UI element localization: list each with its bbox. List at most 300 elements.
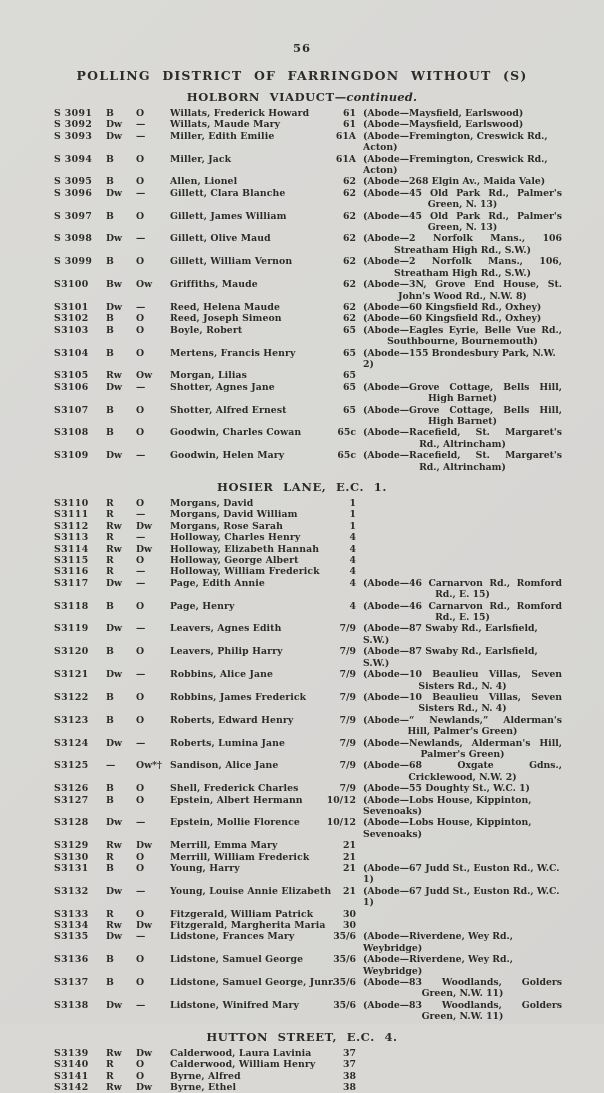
entry-name: Robbins, James Frederick: [170, 691, 307, 703]
entry-rows: [0, 108, 604, 473]
entry-name: Leavers, Philip Harry: [170, 646, 283, 658]
entry-occupation-code: O: [136, 908, 145, 920]
entry-occupation-code: Ow: [136, 370, 153, 382]
entry-abode: (Abode—10 Beaulieu Villas, Seven Sisters Rd., N. 4): [363, 691, 562, 715]
entry-abode: (Abode—45 Old Park Rd., Palmer's Green, N. 13): [363, 187, 562, 211]
entry-serial: S3103: [54, 324, 89, 336]
entry-franchise-code: B: [106, 783, 114, 795]
register-row: [54, 555, 604, 566]
register-row: [54, 954, 604, 977]
entry-name: Lidstone, Samuel George: [170, 954, 304, 966]
entry-franchise-code: B: [106, 313, 114, 325]
register-row: [54, 1071, 604, 1082]
register-row: [54, 313, 604, 324]
entry-abode: [356, 555, 562, 566]
entry-occupation-code: O: [136, 714, 145, 726]
entry-occupation-code: O: [136, 1059, 145, 1071]
entry-occupation-code: O: [136, 404, 145, 416]
entry-occupation-code: O: [136, 555, 145, 567]
entry-serial: S3125: [54, 760, 89, 772]
register-row: [54, 405, 604, 428]
entry-serial: S 3091: [54, 108, 93, 119]
entry-house-number: 21: [343, 863, 356, 874]
entry-abode: (Abode—2 Norfolk Mans., 106, Streatham High Rd., S.W.): [363, 256, 562, 279]
entry-name: Holloway, Charles Henry: [170, 532, 301, 544]
entry-serial: S3114: [54, 543, 89, 555]
street-section: [0, 1030, 604, 1093]
entry-name: Gillett, James William: [170, 210, 287, 222]
entry-house-number: 4: [349, 532, 356, 544]
entry-franchise-code: B: [106, 404, 114, 416]
street-heading: [0, 90, 604, 104]
entry-occupation-code: —: [136, 130, 146, 142]
entry-house-number: 4: [349, 577, 356, 589]
entry-abode: (Abode—155 Brondesbury Park, N.W. 2): [363, 347, 556, 370]
register-row: [54, 1000, 604, 1023]
entry-serial: S3136: [54, 954, 89, 966]
entry-name: Willats, Frederick Howard: [170, 108, 310, 119]
entry-serial: S 3093: [54, 130, 93, 142]
entry-occupation-code: —: [136, 669, 146, 681]
entry-abode: [356, 1059, 562, 1070]
entry-name: Reed, Helena Maude: [170, 301, 280, 313]
entry-abode: [356, 509, 562, 520]
entry-franchise-code: Rw: [106, 370, 122, 382]
entry-serial: S3101: [54, 301, 89, 313]
entry-occupation-code: Ow: [136, 279, 153, 291]
entry-occupation-code: —: [136, 817, 146, 829]
entry-franchise-code: Dw: [106, 623, 123, 635]
entry-abode: (Abode—87 Swaby Rd., Earlsfield, S.W.): [363, 623, 538, 646]
entry-occupation-code: O: [136, 108, 145, 119]
entry-abode: (Abode—Racefield, St. Margaret's Rd., Altrincham): [363, 450, 562, 473]
entry-name: Holloway, Elizabeth Hannah: [170, 543, 320, 555]
entry-house-number: 65: [343, 347, 356, 359]
entry-abode: (Abode—Fremington, Creswick Rd., Acton): [363, 130, 548, 154]
entry-abode: (Abode—Maysfield, Earlswood): [363, 119, 524, 131]
entry-franchise-code: Dw: [106, 381, 123, 393]
entry-franchise-code: B: [106, 347, 114, 359]
entry-abode: [356, 544, 562, 555]
entry-franchise-code: B: [106, 153, 114, 165]
entry-house-number: 61A: [335, 153, 356, 165]
entry-rows: [0, 498, 604, 1023]
street-heading-continued: —continued.: [334, 90, 418, 104]
entry-abode: (Abode—Riverdene, Wey Rd., Weybridge): [363, 954, 513, 977]
entry-occupation-code: O: [136, 851, 145, 863]
entry-abode: (Abode—Racefield, St. Margaret's Rd., Altrincham): [363, 427, 562, 450]
entry-occupation-code: Dw: [136, 1081, 153, 1093]
register-row: [54, 863, 604, 886]
entry-name: Fitzgerald, William Patrick: [170, 908, 314, 920]
entry-occupation-code: O: [136, 863, 145, 874]
entry-abode: (Abode—60 Kingsfield Rd., Oxhey): [363, 301, 542, 313]
entry-occupation-code: —: [136, 931, 146, 943]
entry-serial: S3137: [54, 977, 89, 989]
entry-house-number: 35/6: [333, 999, 356, 1011]
entry-serial: S3106: [54, 381, 89, 393]
entry-house-number: 62: [343, 313, 356, 325]
entry-name: Gillett, Olive Maud: [170, 233, 271, 245]
entry-franchise-code: Dw: [106, 817, 123, 829]
entry-occupation-code: —: [136, 450, 146, 462]
entry-rows: [0, 1048, 604, 1093]
entry-abode: [356, 1048, 562, 1059]
entry-serial: S 3098: [54, 233, 93, 245]
entry-occupation-code: O: [136, 256, 145, 268]
entry-abode: (Abode—Grove Cottage, Bells Hill, High Barnet): [363, 404, 562, 427]
entry-franchise-code: Dw: [106, 301, 123, 313]
entry-franchise-code: R: [106, 509, 114, 521]
entry-serial: S 3094: [54, 153, 93, 165]
register-row: [54, 817, 604, 840]
entry-serial: S3104: [54, 347, 89, 359]
register-row: [54, 188, 604, 211]
entry-serial: S3116: [54, 566, 89, 578]
entry-occupation-code: O: [136, 324, 145, 336]
entry-occupation-code: O: [136, 691, 145, 703]
entry-serial: S3127: [54, 794, 89, 806]
register-row: [54, 931, 604, 954]
entry-serial: S3108: [54, 427, 89, 439]
page-number: 56: [292, 41, 311, 55]
entry-occupation-code: Dw: [136, 520, 153, 532]
entry-serial: S3102: [54, 313, 89, 325]
entry-occupation-code: —: [136, 577, 146, 589]
street-section: [0, 90, 604, 473]
entry-franchise-code: B: [106, 427, 114, 439]
entry-name: Shotter, Agnes Jane: [170, 381, 275, 393]
entry-serial: S3130: [54, 851, 89, 863]
entry-serial: S3111: [54, 509, 89, 521]
entry-house-number: 62: [343, 187, 356, 199]
entry-name: Roberts, Edward Henry: [170, 714, 294, 726]
entry-franchise-code: R: [106, 908, 114, 920]
entry-house-number: 62: [343, 176, 356, 188]
street-heading-name: HOLBORN VIADUCT: [186, 90, 335, 104]
entry-serial: S3107: [54, 404, 89, 416]
entry-abode: [356, 370, 562, 381]
register-row: [54, 1082, 604, 1093]
street-section: [0, 480, 604, 1023]
entry-abode: (Abode—67 Judd St., Euston Rd., W.C. 1): [363, 863, 560, 886]
entry-house-number: 30: [343, 920, 356, 932]
entry-abode: [356, 852, 562, 863]
entry-serial: S3139: [54, 1047, 89, 1059]
entry-occupation-code: O: [136, 176, 145, 188]
entry-house-number: 4: [349, 600, 356, 612]
entry-franchise-code: Dw: [106, 885, 123, 897]
entry-occupation-code: O: [136, 153, 145, 165]
entry-abode: (Abode—Grove Cottage, Bells Hill, High Barnet): [363, 381, 562, 405]
entry-serial: S 3097: [54, 210, 93, 222]
entry-occupation-code: Dw: [136, 840, 153, 852]
entry-serial: S3135: [54, 931, 89, 943]
entry-serial: S3120: [54, 646, 89, 658]
entry-abode: [356, 566, 562, 577]
entry-franchise-code: B: [106, 954, 114, 966]
register-row: [54, 760, 604, 783]
entry-house-number: 65: [343, 324, 356, 336]
entry-serial: S3110: [54, 498, 89, 509]
entry-abode: (Abode—10 Beaulieu Villas, Seven Sisters Rd., N. 4): [363, 669, 562, 692]
register-row: [54, 119, 604, 130]
register-row: [54, 840, 604, 851]
entry-franchise-code: Rw: [106, 1081, 122, 1093]
entry-occupation-code: O: [136, 977, 145, 989]
entry-name: Robbins, Alice Jane: [170, 669, 274, 681]
entry-name: Lidstone, Samuel George, Junr.: [170, 977, 336, 989]
entry-franchise-code: B: [106, 176, 114, 188]
entry-abode: [356, 840, 562, 851]
entry-occupation-code: —: [136, 119, 146, 131]
entry-abode: (Abode—Newlands, Alderman's Hill, Palmer's Green): [363, 737, 562, 760]
register-row: [54, 154, 604, 177]
register-row: [54, 1059, 604, 1070]
register-row: [54, 601, 604, 624]
entry-serial: S3109: [54, 450, 89, 462]
entry-serial: S3115: [54, 555, 89, 567]
register-row: [54, 211, 604, 234]
entry-house-number: 4: [349, 566, 356, 578]
entry-serial: S3122: [54, 691, 89, 703]
entry-abode: (Abode—Lobs House, Kippinton, Sevenoaks): [363, 817, 532, 840]
entry-house-number: 62: [343, 210, 356, 222]
entry-house-number: 65: [343, 370, 356, 382]
entry-franchise-code: B: [106, 256, 114, 268]
register-row: [54, 920, 604, 931]
street-heading: [0, 1030, 604, 1044]
entry-occupation-code: —: [136, 381, 146, 393]
entry-abode: [356, 1071, 562, 1082]
register-row: [54, 279, 604, 302]
entry-house-number: 7/9: [339, 714, 356, 726]
entry-serial: S3124: [54, 737, 89, 749]
entry-abode: (Abode—Lobs House, Kippinton, Sevenoaks): [363, 794, 532, 817]
register-row: [54, 348, 604, 371]
entry-house-number: 65c: [337, 427, 356, 439]
entry-name: Epstein, Mollie Florence: [170, 817, 300, 829]
entry-name: Goodwin, Charles Cowan: [170, 427, 302, 439]
district-title: POLLING DISTRICT OF FARRINGDON WITHOUT (S): [76, 68, 528, 83]
entry-occupation-code: O: [136, 427, 145, 439]
entry-abode: [356, 909, 562, 920]
entry-name: Young, Louise Annie Elizabeth: [170, 885, 332, 897]
entry-house-number: 7/9: [339, 623, 356, 635]
entry-abode: (Abode—83 Woodlands, Golders Green, N.W. 11): [363, 977, 562, 1000]
entry-franchise-code: B: [106, 691, 114, 703]
entry-franchise-code: R: [106, 566, 114, 578]
entry-name: Reed, Joseph Simeon: [170, 313, 282, 325]
entry-name: Goodwin, Helen Mary: [170, 450, 285, 462]
entry-franchise-code: R: [106, 1070, 114, 1082]
entry-name: Merrill, Emma Mary: [170, 840, 278, 852]
entry-house-number: 30: [343, 908, 356, 920]
register-body: [0, 90, 604, 1093]
entry-house-number: 38: [343, 1081, 356, 1093]
entry-name: Byrne, Ethel: [170, 1081, 237, 1093]
entry-house-number: 4: [349, 543, 356, 555]
entry-house-number: 10/12: [326, 817, 356, 829]
register-row: [54, 521, 604, 532]
entry-house-number: 21: [343, 851, 356, 863]
entry-occupation-code: —: [136, 301, 146, 313]
entry-abode: (Abode—55 Doughty St., W.C. 1): [363, 783, 530, 795]
entry-occupation-code: —: [136, 566, 146, 578]
entry-abode: [356, 521, 562, 532]
entry-abode: (Abode—60 Kingsfield Rd., Oxhey): [363, 313, 542, 325]
entry-serial: S3131: [54, 863, 89, 874]
entry-house-number: 7/9: [339, 737, 356, 749]
register-row: [54, 302, 604, 313]
entry-house-number: 62: [343, 256, 356, 268]
entry-occupation-code: O: [136, 600, 145, 612]
entry-abode: [356, 498, 562, 509]
entry-abode: [356, 920, 562, 931]
entry-abode: [356, 532, 562, 543]
entry-name: Merrill, William Frederick: [170, 851, 310, 863]
entry-house-number: 21: [343, 885, 356, 897]
entry-name: Gillett, William Vernon: [170, 256, 293, 268]
register-row: [54, 382, 604, 405]
entry-name: Allen, Lionel: [170, 176, 238, 188]
entry-abode: (Abode—45 Old Park Rd., Palmer's Green, N. 13): [363, 210, 562, 234]
entry-franchise-code: B: [106, 646, 114, 658]
entry-franchise-code: R: [106, 532, 114, 544]
entry-house-number: 38: [343, 1070, 356, 1082]
entry-abode: (Abode—3N, Grove End House, St. John's Wood Rd., N.W. 8): [363, 279, 562, 302]
register-row: [54, 738, 604, 761]
entry-franchise-code: Bw: [106, 279, 122, 291]
entry-name: Boyle, Robert: [170, 324, 243, 336]
register-row: [54, 909, 604, 920]
entry-abode: (Abode—2 Norfolk Mans., 106 Streatham High Rd., S.W.): [363, 233, 562, 256]
register-row: [54, 498, 604, 509]
entry-occupation-code: O: [136, 313, 145, 325]
entry-franchise-code: Rw: [106, 840, 122, 852]
entry-abode: (Abode—46 Carnarvon Rd., Romford Rd., E. 15): [363, 577, 562, 601]
entry-house-number: 65c: [337, 450, 356, 462]
entry-franchise-code: B: [106, 863, 114, 874]
entry-franchise-code: Rw: [106, 1047, 122, 1059]
entry-house-number: 62: [343, 279, 356, 291]
entry-house-number: 61A: [335, 130, 356, 142]
entry-name: Morgans, David: [170, 498, 254, 509]
entry-franchise-code: Dw: [106, 130, 123, 142]
entry-abode: (Abode—67 Judd St., Euston Rd., W.C. 1): [363, 885, 560, 909]
register-row: [54, 131, 604, 154]
entry-house-number: 7/9: [339, 669, 356, 681]
entry-franchise-code: Rw: [106, 920, 122, 932]
entry-serial: S3112: [54, 520, 89, 532]
entry-name: Page, Henry: [170, 600, 235, 612]
entry-serial: S3134: [54, 920, 89, 932]
entry-house-number: 7/9: [339, 760, 356, 772]
register-row: [54, 578, 604, 601]
entry-abode: (Abode—Eagles Eyrie, Belle Vue Rd., Southbourne, Bournemouth): [363, 324, 562, 348]
street-heading-name: HOSIER LANE, E.C. 1.: [217, 480, 387, 494]
entry-abode: (Abode—Riverdene, Wey Rd., Weybridge): [363, 931, 513, 954]
entry-franchise-code: Rw: [106, 520, 122, 532]
register-row: [54, 669, 604, 692]
register-row: [54, 623, 604, 646]
entry-franchise-code: Dw: [106, 577, 123, 589]
register-row: [54, 692, 604, 715]
entry-occupation-code: —: [136, 187, 146, 199]
entry-franchise-code: Dw: [106, 233, 123, 245]
register-row: [54, 325, 604, 348]
entry-serial: S3128: [54, 817, 89, 829]
entry-franchise-code: Dw: [106, 737, 123, 749]
entry-franchise-code: Dw: [106, 450, 123, 462]
entry-serial: S3132: [54, 885, 89, 897]
entry-abode: (Abode—Fremington, Creswick Rd., Acton): [363, 153, 548, 177]
entry-occupation-code: O: [136, 646, 145, 658]
entry-serial: S3138: [54, 999, 89, 1011]
entry-name: Miller, Jack: [170, 153, 232, 165]
entry-abode: (Abode—268 Elgin Av., Maida Vale): [363, 176, 546, 188]
entry-occupation-code: Ow*†: [136, 760, 162, 772]
entry-house-number: 61: [343, 108, 356, 119]
entry-occupation-code: O: [136, 498, 145, 509]
entry-franchise-code: B: [106, 210, 114, 222]
entry-serial: S3140: [54, 1059, 89, 1071]
entry-house-number: 21: [343, 840, 356, 852]
entry-serial: S 3096: [54, 187, 93, 199]
register-row: [54, 233, 604, 256]
entry-house-number: 37: [343, 1059, 356, 1071]
entry-abode: (Abode—83 Woodlands, Golders Green, N.W. 11): [363, 999, 562, 1023]
entry-house-number: 62: [343, 301, 356, 313]
entry-franchise-code: Dw: [106, 931, 123, 943]
entry-name: Morgans, David William: [170, 509, 298, 521]
entry-occupation-code: O: [136, 783, 145, 795]
register-row: [54, 108, 604, 119]
entry-franchise-code: B: [106, 600, 114, 612]
entry-occupation-code: O: [136, 347, 145, 359]
entry-franchise-code: B: [106, 714, 114, 726]
entry-house-number: 10/12: [326, 794, 356, 806]
entry-serial: S 3092: [54, 119, 93, 131]
street-heading: [0, 480, 604, 494]
entry-occupation-code: —: [136, 885, 146, 897]
entry-franchise-code: R: [106, 555, 114, 567]
entry-house-number: 65: [343, 404, 356, 416]
entry-house-number: 65: [343, 381, 356, 393]
entry-abode: (Abode—68 Oxgate Gdns., Cricklewood, N.W. 2): [363, 760, 562, 783]
entry-franchise-code: Dw: [106, 669, 123, 681]
entry-name: Byrne, Alfred: [170, 1070, 241, 1082]
entry-name: Page, Edith Annie: [170, 577, 265, 589]
entry-house-number: 61: [343, 119, 356, 131]
entry-house-number: 35/6: [333, 977, 356, 989]
entry-franchise-code: Rw: [106, 543, 122, 555]
register-row: [54, 256, 604, 279]
register-row: [54, 566, 604, 577]
entry-name: Willats, Maude Mary: [170, 119, 281, 131]
entry-occupation-code: —: [136, 623, 146, 635]
entry-occupation-code: O: [136, 954, 145, 966]
entry-occupation-code: Dw: [136, 543, 153, 555]
register-row: [54, 646, 604, 669]
entry-house-number: 37: [343, 1047, 356, 1059]
entry-serial: S3117: [54, 577, 89, 589]
entry-name: Leavers, Agnes Edith: [170, 623, 282, 635]
register-row: [54, 886, 604, 909]
entry-franchise-code: Dw: [106, 119, 123, 131]
entry-occupation-code: Dw: [136, 920, 153, 932]
entry-occupation-code: —: [136, 999, 146, 1011]
